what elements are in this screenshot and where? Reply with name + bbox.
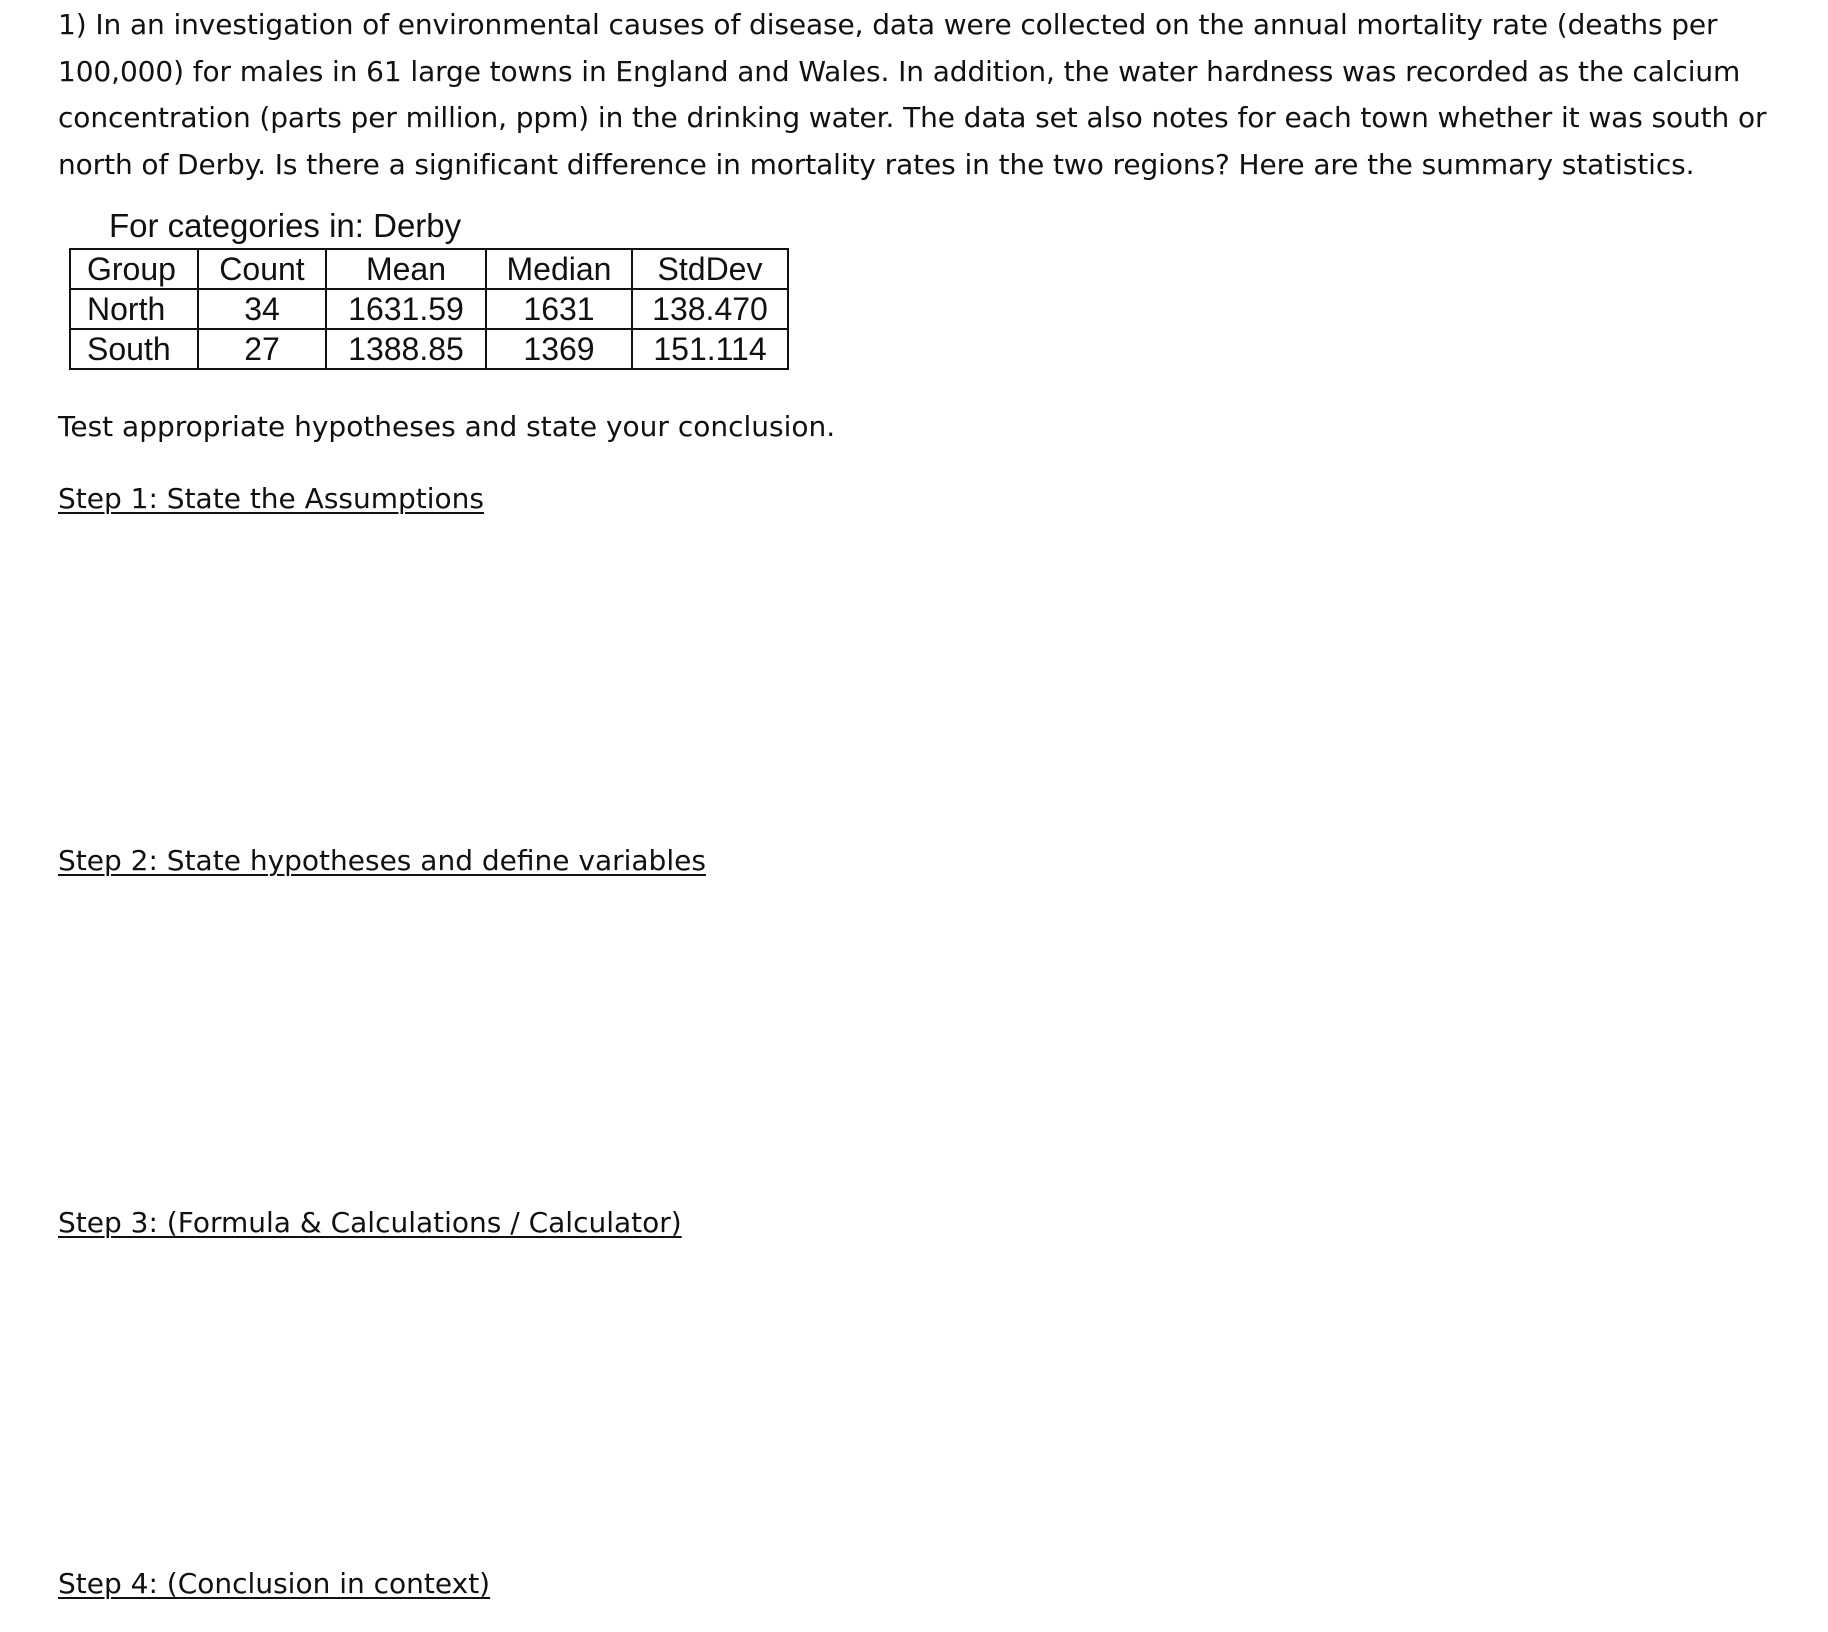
table-row — [70, 329, 788, 369]
cell-group: South — [70, 329, 198, 369]
question-text: 1) In an investigation of environmental causes of disease, data were collected on the annual mortality rate (deaths per 100,000) for males in 61 large towns in England and Wales. In addition, the water hardness was recorded as the calcium concentration (parts per million, ppm) in the drinking water. The data set also notes for each town whether it was south or north of Derby. Is there a significant difference in mortality rates in the two regions? Here are the summary statistics. — [58, 8, 1767, 181]
cell-median: 1631 — [486, 289, 632, 329]
step-3-heading: Step 3: (Formula & Calculations / Calculator) — [58, 1206, 682, 1239]
cell-median: 1369 — [486, 329, 632, 369]
summary-statistics-table — [69, 248, 789, 370]
cell-group: North — [70, 289, 198, 329]
header-stddev: StdDev — [632, 249, 788, 289]
cell-stddev: 151.114 — [632, 329, 788, 369]
instruction-text: Test appropriate hypotheses and state your conclusion. — [58, 410, 836, 443]
cell-stddev: 138.470 — [632, 289, 788, 329]
cell-count: 27 — [198, 329, 326, 369]
step-4-heading: Step 4: (Conclusion in context) — [58, 1567, 491, 1600]
table-row — [70, 289, 788, 329]
table-header-row — [70, 249, 788, 289]
table-caption: For categories in: Derby — [109, 207, 462, 244]
step-2-heading: Step 2: State hypotheses and define variables — [58, 844, 706, 877]
cell-mean: 1631.59 — [326, 289, 486, 329]
header-median: Median — [486, 249, 632, 289]
header-mean: Mean — [326, 249, 486, 289]
header-count: Count — [198, 249, 326, 289]
step-1-heading: Step 1: State the Assumptions — [58, 482, 485, 515]
cell-count: 34 — [198, 289, 326, 329]
header-group: Group — [70, 249, 198, 289]
cell-mean: 1388.85 — [326, 329, 486, 369]
